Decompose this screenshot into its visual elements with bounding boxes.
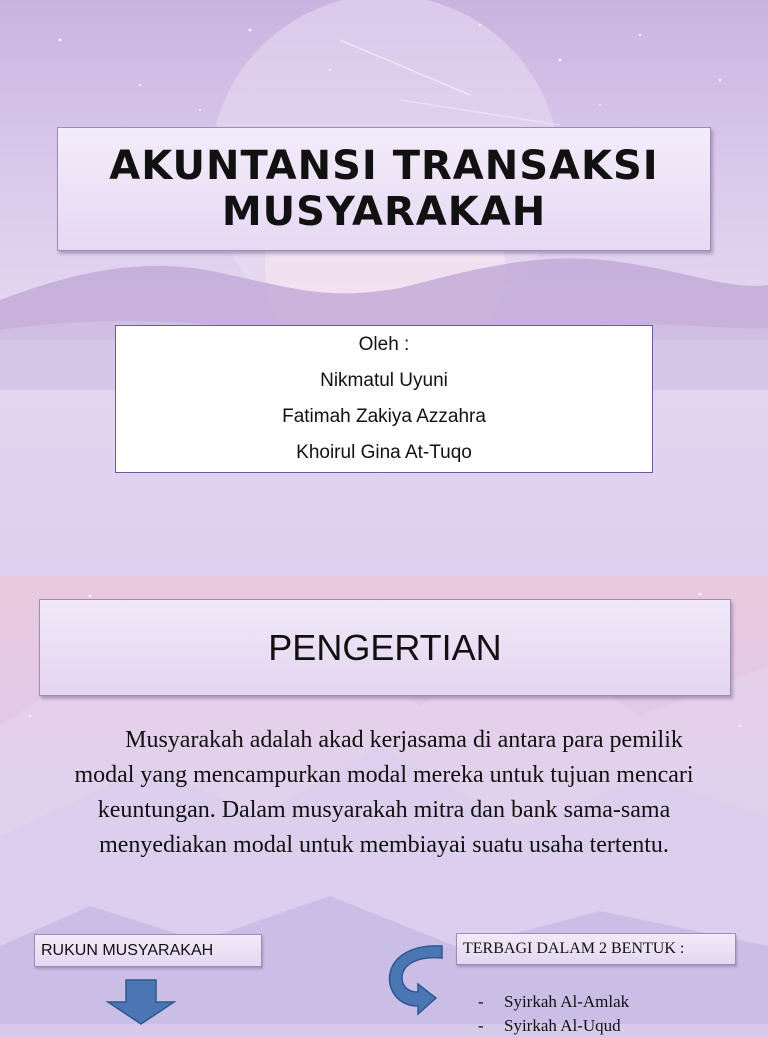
title-line-1: AKUNTANSI TRANSAKSI — [109, 143, 659, 189]
list-item — [478, 990, 758, 1014]
author-name: Fatimah Zakiya Azzahra — [282, 406, 486, 427]
title-box — [57, 127, 711, 251]
bentuk-item-label: Syirkah Al-Amlak — [504, 992, 630, 1011]
author-name: Khoirul Gina At-Tuqo — [296, 442, 472, 463]
definition-paragraph: Musyarakah adalah akad kerjasama di antara para pemilik modal yang mencampurkan modal mereka untuk tujuan mencari keuntungan. Dalam musyarakah mitra dan bank sama-sama menyediakan modal untuk membiayai suatu usaha tertentu. — [74, 727, 694, 858]
down-arrow-icon — [104, 976, 178, 1024]
bentuk-list — [478, 990, 758, 1038]
author-name: Nikmatul Uyuni — [320, 370, 448, 391]
title-line-2: MUSYARAKAH — [221, 189, 547, 235]
rukun-label-box — [34, 934, 262, 967]
author-box — [115, 325, 653, 473]
list-item — [478, 1014, 758, 1038]
section-title: PENGERTIAN — [268, 626, 502, 668]
curved-arrow-icon — [384, 940, 444, 1016]
terbagi-label: TERBAGI DALAM 2 BENTUK : — [463, 940, 685, 957]
section-header-box — [39, 599, 731, 696]
list-marker: - — [478, 992, 484, 1011]
bentuk-item-label: Syirkah Al-Uqud — [504, 1016, 621, 1035]
list-marker: - — [478, 1016, 484, 1035]
byline: Oleh : — [358, 334, 410, 355]
definition-slide — [0, 576, 768, 1035]
terbagi-label-box — [456, 933, 736, 965]
rukun-label: RUKUN MUSYARAKAH — [41, 941, 214, 959]
